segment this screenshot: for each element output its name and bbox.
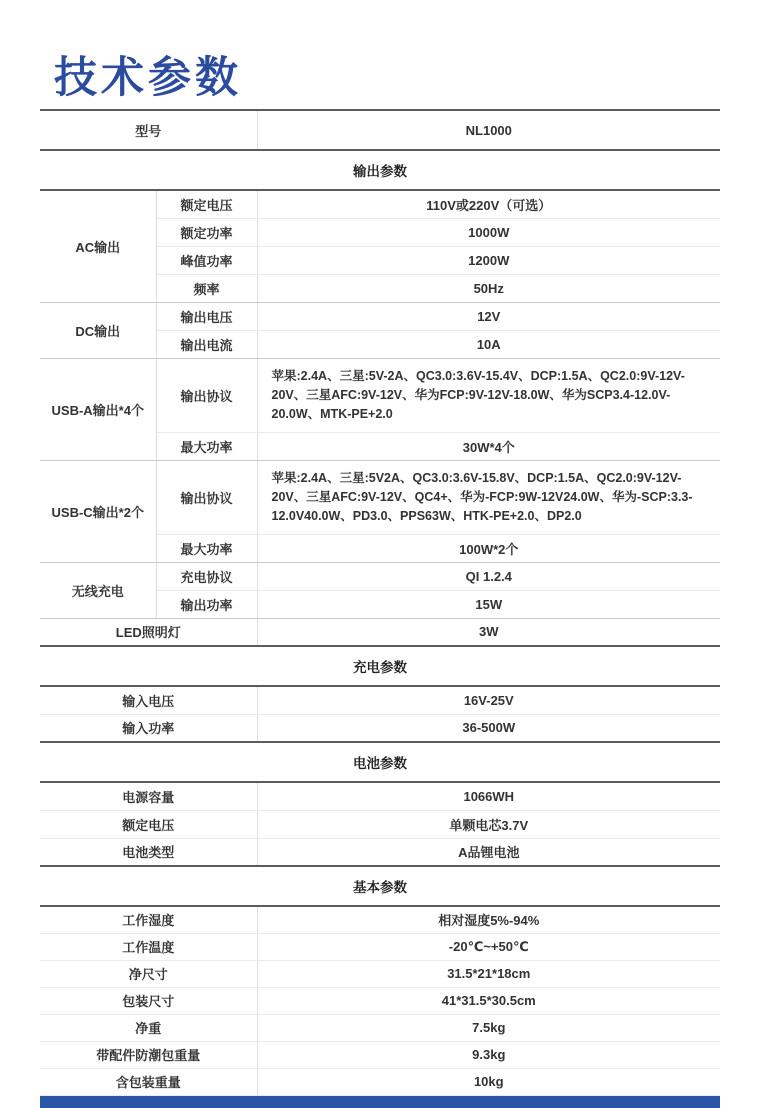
table-row [40, 742, 720, 782]
value-cell: 相对湿度5%-94% [257, 906, 720, 933]
label-cell: 工作温度 [40, 933, 257, 960]
label-cell: 输出协议 [156, 460, 257, 534]
spec-table-container [40, 109, 720, 1108]
value-cell: 16V-25V [257, 686, 720, 714]
category-cell: USB-C输出*2个 [40, 460, 156, 562]
label-cell: 输出电流 [156, 330, 257, 358]
label-cell: 额定电压 [156, 190, 257, 218]
label-cell: 峰值功率 [156, 246, 257, 274]
table-row [40, 618, 720, 646]
category-cell: 无线充电 [40, 562, 156, 618]
value-cell: 10A [257, 330, 720, 358]
value-cell: 苹果:2.4A、三星:5V2A、QC3.0:3.6V-15.8V、DCP:1.5A、QC2.0:9V-12V-20V、三星AFC:9V-12V、QC4+、华为-FCP:9W-12V24.0W、华为-SCP:3.3-12.0V40.0W、PD3.0、PPS63W、HTK-PE+2.0、DP2.0 [257, 460, 720, 534]
label-cell: 输出协议 [156, 358, 257, 432]
label-cell: 工作湿度 [40, 906, 257, 933]
table-row [40, 906, 720, 933]
section-header-cell: 充电参数 [40, 646, 720, 686]
label-cell: 电池类型 [40, 838, 257, 866]
value-cell: 110V或220V（可选） [257, 190, 720, 218]
category-cell: USB-A输出*4个 [40, 358, 156, 460]
label-cell: 包装尺寸 [40, 987, 257, 1014]
value-cell: -20℃~+50℃ [257, 933, 720, 960]
table-row [40, 933, 720, 960]
value-cell: 10kg [257, 1068, 720, 1095]
value-cell: A品锂电池 [257, 838, 720, 866]
category-cell: DC输出 [40, 302, 156, 358]
label-cell: 额定电压 [40, 810, 257, 838]
table-row [40, 782, 720, 810]
table-row [40, 190, 720, 218]
table-row [40, 460, 720, 534]
value-cell: QI 1.2.4 [257, 562, 720, 590]
value-cell: 41*31.5*30.5cm [257, 987, 720, 1014]
value-cell: 单颗电芯3.7V [257, 810, 720, 838]
model-label-cell: 型号 [40, 110, 257, 150]
label-cell: 额定功率 [156, 218, 257, 246]
table-row [40, 562, 720, 590]
spec-table [40, 109, 720, 1096]
value-cell: 30W*4个 [257, 432, 720, 460]
page-title: 技术参数 [54, 52, 242, 103]
label-cell: 最大功率 [156, 432, 257, 460]
label-cell: 输出功率 [156, 590, 257, 618]
table-row [40, 838, 720, 866]
label-cell: 输入电压 [40, 686, 257, 714]
table-row [40, 1014, 720, 1041]
table-row [40, 714, 720, 742]
label-cell: 输出电压 [156, 302, 257, 330]
label-cell: 带配件防潮包重量 [40, 1041, 257, 1068]
label-cell: 净尺寸 [40, 960, 257, 987]
bottom-accent-bar [40, 1096, 720, 1108]
label-cell: 最大功率 [156, 534, 257, 562]
value-cell: 31.5*21*18cm [257, 960, 720, 987]
value-cell: 苹果:2.4A、三星:5V-2A、QC3.0:3.6V-15.4V、DCP:1.5A、QC2.0:9V-12V-20V、三星AFC:9V-12V、华为FCP:9V-12V-18.0W、华为SCP3.4-12.0V-20.0W、MTK-PE+2.0 [257, 358, 720, 432]
value-cell: 12V [257, 302, 720, 330]
section-header-cell: 电池参数 [40, 742, 720, 782]
label-cell: 频率 [156, 274, 257, 302]
model-value-cell: NL1000 [257, 110, 720, 150]
table-row [40, 646, 720, 686]
value-cell: 100W*2个 [257, 534, 720, 562]
label-cell: 充电协议 [156, 562, 257, 590]
table-row [40, 1041, 720, 1068]
value-cell: 1200W [257, 246, 720, 274]
table-row [40, 150, 720, 190]
table-row [40, 358, 720, 432]
value-cell: 1000W [257, 218, 720, 246]
label-cell: 输入功率 [40, 714, 257, 742]
table-row [40, 686, 720, 714]
value-cell: 50Hz [257, 274, 720, 302]
table-row [40, 810, 720, 838]
label-cell: 电源容量 [40, 782, 257, 810]
section-header-cell: 基本参数 [40, 866, 720, 906]
value-cell: 3W [257, 618, 720, 646]
label-cell: 含包装重量 [40, 1068, 257, 1095]
table-row [40, 960, 720, 987]
table-row [40, 1068, 720, 1095]
table-row [40, 987, 720, 1014]
value-cell: 9.3kg [257, 1041, 720, 1068]
value-cell: 7.5kg [257, 1014, 720, 1041]
value-cell: 1066WH [257, 782, 720, 810]
table-row [40, 302, 720, 330]
label-cell: 净重 [40, 1014, 257, 1041]
table-row [40, 866, 720, 906]
section-header-cell: 输出参数 [40, 150, 720, 190]
category-cell: AC输出 [40, 190, 156, 302]
value-cell: 36-500W [257, 714, 720, 742]
label-cell: LED照明灯 [40, 618, 257, 646]
value-cell: 15W [257, 590, 720, 618]
table-row [40, 110, 720, 150]
